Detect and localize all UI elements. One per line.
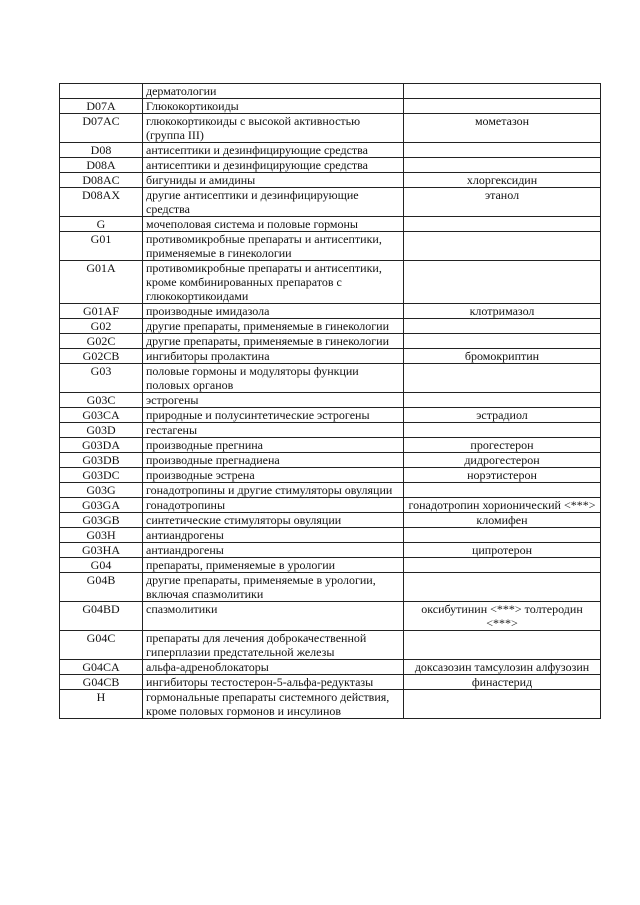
drug-name-cell (404, 319, 601, 334)
table-row (60, 498, 601, 513)
table-row (60, 423, 601, 438)
atc-code-cell: G03GA (60, 498, 143, 513)
drug-name-cell (404, 84, 601, 99)
drug-name-cell (404, 99, 601, 114)
table-row (60, 408, 601, 423)
group-name-cell: спазмолитики (143, 602, 404, 631)
group-name-cell: производные имидазола (143, 304, 404, 319)
table-row (60, 261, 601, 304)
drug-name-cell: норэтистерон (404, 468, 601, 483)
table-row (60, 143, 601, 158)
atc-code-cell: G03 (60, 364, 143, 393)
atc-code-cell: G01A (60, 261, 143, 304)
group-name-cell: другие антисептики и дезинфицирующие средства (143, 188, 404, 217)
drug-name-cell: эстрадиол (404, 408, 601, 423)
drug-name-cell (404, 261, 601, 304)
atc-code-cell: D07AC (60, 114, 143, 143)
drug-name-cell: этанол (404, 188, 601, 217)
atc-table-body (60, 84, 601, 719)
atc-code-cell: G03DB (60, 453, 143, 468)
table-row (60, 173, 601, 188)
table-row (60, 573, 601, 602)
atc-code-cell: G03H (60, 528, 143, 543)
group-name-cell: другие препараты, применяемые в урологии, включая спазмолитики (143, 573, 404, 602)
drug-name-cell (404, 158, 601, 173)
atc-drug-table (59, 83, 601, 719)
group-name-cell: дерматологии (143, 84, 404, 99)
atc-code-cell: G04C (60, 631, 143, 660)
drug-name-cell: дидрогестерон (404, 453, 601, 468)
table-row (60, 158, 601, 173)
drug-name-cell: доксазозин тамсулозин алфузозин (404, 660, 601, 675)
group-name-cell: препараты для лечения доброкачественной гиперплазии предстательной железы (143, 631, 404, 660)
drug-name-cell: кломифен (404, 513, 601, 528)
drug-name-cell (404, 483, 601, 498)
drug-name-cell: финастерид (404, 675, 601, 690)
atc-code-cell: D08AX (60, 188, 143, 217)
drug-name-cell (404, 558, 601, 573)
table-row (60, 543, 601, 558)
group-name-cell: гестагены (143, 423, 404, 438)
group-name-cell: бигуниды и амидины (143, 173, 404, 188)
atc-code-cell: G03HA (60, 543, 143, 558)
group-name-cell: антисептики и дезинфицирующие средства (143, 143, 404, 158)
group-name-cell: гонадотропины и другие стимуляторы овуляции (143, 483, 404, 498)
atc-code-cell: G01 (60, 232, 143, 261)
atc-code-cell: G03GB (60, 513, 143, 528)
table-row (60, 84, 601, 99)
group-name-cell: другие препараты, применяемые в гинекологии (143, 334, 404, 349)
group-name-cell: половые гормоны и модуляторы функции половых органов (143, 364, 404, 393)
drug-name-cell (404, 573, 601, 602)
drug-name-cell (404, 631, 601, 660)
atc-code-cell: G03CA (60, 408, 143, 423)
atc-code-cell: G04CA (60, 660, 143, 675)
group-name-cell: противомикробные препараты и антисептики, применяемые в гинекологии (143, 232, 404, 261)
atc-code-cell: H (60, 690, 143, 719)
drug-name-cell: прогестерон (404, 438, 601, 453)
atc-code-cell: G03DA (60, 438, 143, 453)
group-name-cell: эстрогены (143, 393, 404, 408)
group-name-cell: антисептики и дезинфицирующие средства (143, 158, 404, 173)
drug-name-cell (404, 217, 601, 232)
drug-name-cell (404, 423, 601, 438)
atc-code-cell: G04 (60, 558, 143, 573)
group-name-cell: гонадотропины (143, 498, 404, 513)
atc-code-cell (60, 84, 143, 99)
group-name-cell: мочеполовая система и половые гормоны (143, 217, 404, 232)
drug-name-cell: мометазон (404, 114, 601, 143)
atc-code-cell: G03DC (60, 468, 143, 483)
group-name-cell: глюкокортикоиды с высокой активностью (группа III) (143, 114, 404, 143)
drug-name-cell (404, 528, 601, 543)
drug-name-cell: гонадотропин хорионический <***> (404, 498, 601, 513)
group-name-cell: производные прегнадиена (143, 453, 404, 468)
atc-code-cell: D08A (60, 158, 143, 173)
drug-name-cell (404, 232, 601, 261)
table-row (60, 364, 601, 393)
table-row (60, 558, 601, 573)
group-name-cell: ингибиторы пролактина (143, 349, 404, 364)
drug-name-cell (404, 143, 601, 158)
table-row (60, 304, 601, 319)
drug-name-cell: ципротерон (404, 543, 601, 558)
group-name-cell: ингибиторы тестостерон-5-альфа-редуктазы (143, 675, 404, 690)
group-name-cell: природные и полусинтетические эстрогены (143, 408, 404, 423)
table-row (60, 631, 601, 660)
drug-name-cell (404, 334, 601, 349)
atc-code-cell: G04BD (60, 602, 143, 631)
atc-code-cell: G02CB (60, 349, 143, 364)
group-name-cell: производные эстрена (143, 468, 404, 483)
atc-code-cell: G02C (60, 334, 143, 349)
group-name-cell: противомикробные препараты и антисептики, кроме комбинированных препаратов с глюкокортикоидами (143, 261, 404, 304)
table-row (60, 217, 601, 232)
table-row (60, 468, 601, 483)
atc-code-cell: G01AF (60, 304, 143, 319)
atc-code-cell: G04B (60, 573, 143, 602)
table-row (60, 660, 601, 675)
table-row (60, 319, 601, 334)
table-row (60, 513, 601, 528)
table-row (60, 483, 601, 498)
drug-name-cell: бромокриптин (404, 349, 601, 364)
table-row (60, 334, 601, 349)
atc-code-cell: D08 (60, 143, 143, 158)
table-row (60, 453, 601, 468)
atc-code-cell: G02 (60, 319, 143, 334)
drug-name-cell (404, 364, 601, 393)
group-name-cell: синтетические стимуляторы овуляции (143, 513, 404, 528)
table-row (60, 99, 601, 114)
group-name-cell: гормональные препараты системного действия, кроме половых гормонов и инсулинов (143, 690, 404, 719)
table-row (60, 675, 601, 690)
group-name-cell: препараты, применяемые в урологии (143, 558, 404, 573)
group-name-cell: альфа-адреноблокаторы (143, 660, 404, 675)
table-row (60, 349, 601, 364)
table-row (60, 690, 601, 719)
drug-name-cell: клотримазол (404, 304, 601, 319)
table-row (60, 188, 601, 217)
atc-code-cell: G03D (60, 423, 143, 438)
atc-code-cell: G (60, 217, 143, 232)
atc-code-cell: D08AC (60, 173, 143, 188)
group-name-cell: Глюкокортикоиды (143, 99, 404, 114)
table-row (60, 438, 601, 453)
table-row (60, 393, 601, 408)
group-name-cell: производные прегнина (143, 438, 404, 453)
drug-name-cell (404, 690, 601, 719)
drug-name-cell: оксибутинин <***> толтеродин <***> (404, 602, 601, 631)
drug-name-cell: хлоргексидин (404, 173, 601, 188)
atc-code-cell: G03G (60, 483, 143, 498)
table-row (60, 528, 601, 543)
atc-code-cell: D07A (60, 99, 143, 114)
group-name-cell: антиандрогены (143, 528, 404, 543)
table-row (60, 114, 601, 143)
table-row (60, 602, 601, 631)
drug-name-cell (404, 393, 601, 408)
group-name-cell: антиандрогены (143, 543, 404, 558)
table-row (60, 232, 601, 261)
atc-code-cell: G03C (60, 393, 143, 408)
group-name-cell: другие препараты, применяемые в гинекологии (143, 319, 404, 334)
atc-code-cell: G04CB (60, 675, 143, 690)
